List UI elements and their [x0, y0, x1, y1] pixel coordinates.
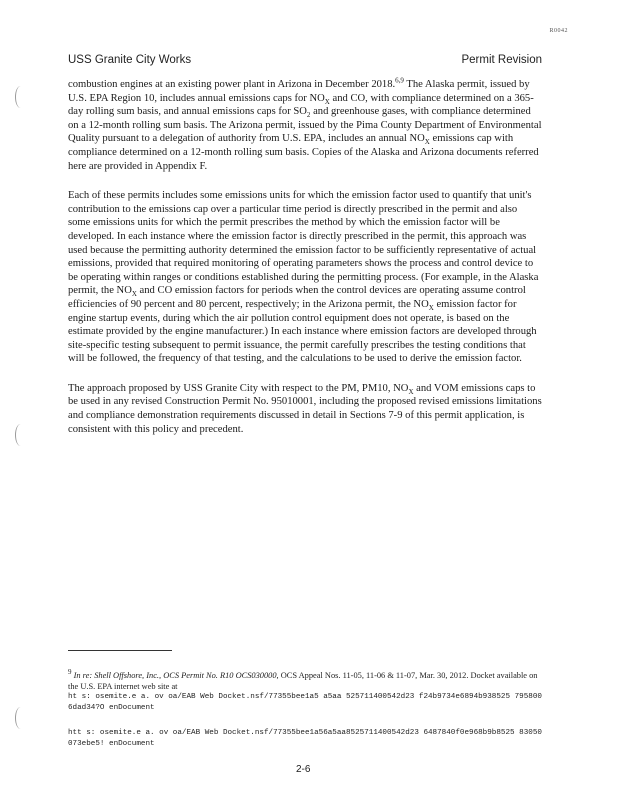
page-number: 2-6	[296, 764, 311, 775]
page-stamp: R0042	[549, 28, 568, 34]
footnote-9: $^9$ In re: Shell Offshore, Inc., OCS Permit No. R10 OCS030000, OCS Appeal Nos. 11-05, 11-06 & 11-07, Mar. 30, 2012. Docket available on the U.S. EPA internet web site at ht s: osemite.e a. ov oa/EAB Web Docket.nsf/77355bee1a5 a5aa 525711400542d23 f24b9734e6894b938525 7958006dad34?O enDocument	[68, 668, 542, 712]
footnote-link[interactable]: htt s: osemite.e a. ov oa/EAB Web Docket.nsf/77355bee1a56a5aa8525711400542d23 6487840f0e968b9b8525 83050073ebe5! enDocument	[68, 729, 542, 748]
punch-hole-mark	[15, 707, 26, 729]
page-header	[68, 54, 542, 66]
footnote-link-2	[68, 728, 542, 750]
paragraph-2: Each of these permits includes some emissions units for which the emission factor used to quantify that unit's contribution to the emissions cap over a particular time period is directly prescribed in the permit and also some emissions units for which the permit prescribes the method by which the emission factor will be developed. In each instance where the emission factor is directly prescribed in the permit, this approach was used because the permitting authority determined the emission factor to be sufficiently representative of actual emissions, provided that required monitoring of operating parameters shows the process and control device to be operating within ranges or conditions established during the permitting process. (For example, in the Alaska permit, the $NO_X$ and CO emission factors for periods when the control devices are operating assume control efficiencies of 90 percent and 80 percent, respectively; in the Arizona permit, the $NO_X$ emission factor for engine startup events, during which the air pollution control equipment does not operate, is based on the estimate provided by the engine manufacturer.) In each instance where emission factors are developed through site-specific testing subsequent to permit issuance, the permit carefully prescribes the testing conditions that will be followed, the frequency of that testing, and the calculations to be used to derive the emission factor.	[68, 190, 539, 365]
header-title: USS Granite City Works	[68, 54, 192, 66]
footnotes	[68, 670, 542, 764]
document-body	[68, 78, 542, 452]
paragraph-1: combustion engines at an existing power plant in Arizona in December 2018.$^{6,9}$ The Alaska permit, issued by U.S. EPA Region 10, includes annual emissions caps for $NO_X$ and CO, with compliance determined on a 365-day rolling sum basis, and annual emissions caps for $SO_2$ and greenhouse gases, with compliance determined on a 12-month rolling sum basis. The Arizona permit, issued by the Pima County Department of Environmental Quality pursuant to a delegation of authority from U.S. EPA, includes an annual $NO_X$ emissions cap with compliance determined on a 12-month rolling sum basis. Copies of the Alaska and Arizona documents referred here are provided in Appendix F.	[68, 76, 542, 172]
header-section: Permit Revision	[461, 54, 542, 66]
paragraph-3: The approach proposed by USS Granite City with respect to the PM, PM10, $NO_X$ and VOM emissions caps to be used in any revised Construction Permit No. 95010001, including the proposed revised emissions limitations and compliance demonstration requirements discussed in detail in Sections 7-9 of this permit application, is consistent with this policy and precedent.	[68, 382, 542, 435]
footnote-link[interactable]: ht s: osemite.e a. ov oa/EAB Web Docket.nsf/77355bee1a5 a5aa 525711400542d23 f24b9734e6894b938525 7958006dad34?O enDocument	[68, 693, 542, 712]
punch-hole-mark	[15, 424, 26, 446]
punch-hole-mark	[15, 86, 26, 108]
footnote-divider	[68, 650, 172, 651]
